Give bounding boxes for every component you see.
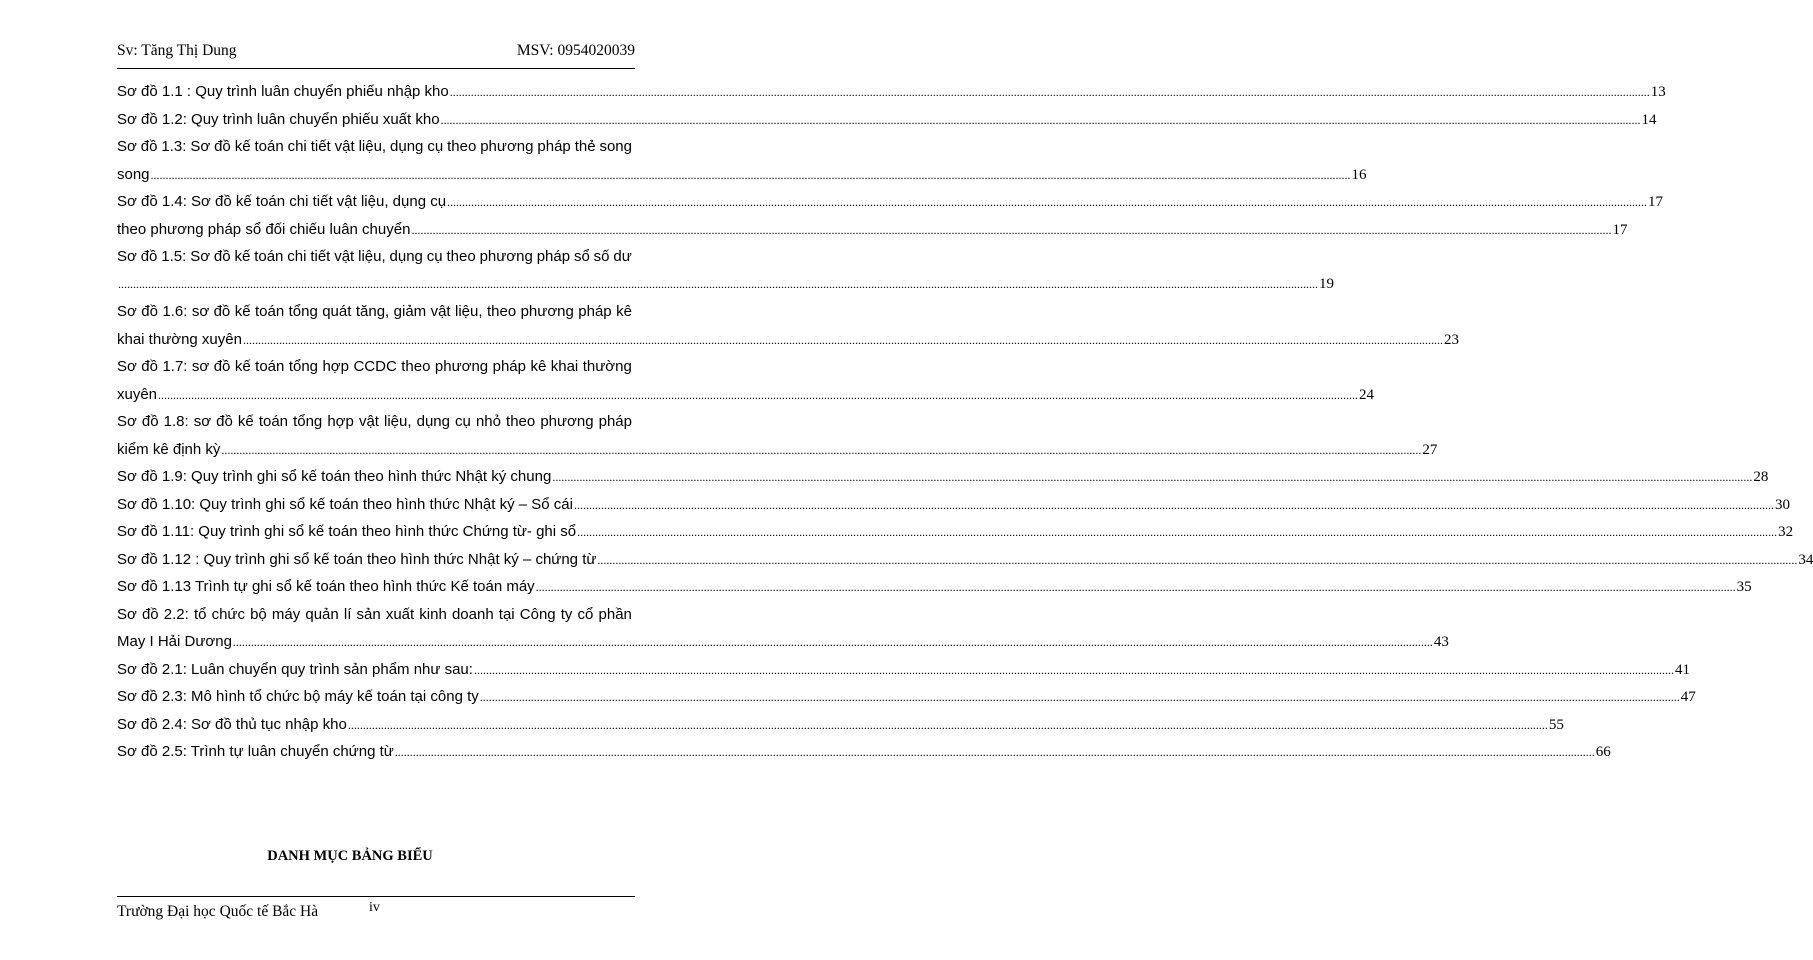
- toc-entry-title: theo phương pháp sổ đối chiếu luân chuyển: [117, 220, 411, 238]
- dot-leader: ................................................................................................................................................................................................................................................................................................................................................................................................................: [150, 167, 1351, 182]
- toc-entry-line: [117, 628, 1449, 656]
- toc-entry-line: [117, 326, 1459, 354]
- dot-leader: ................................................................................................................................................................................................................................................................................................................................................................................................................: [577, 525, 1778, 539]
- toc-entry-line: [117, 711, 1564, 739]
- student-name: Sv: Tăng Thị Dung: [117, 42, 237, 59]
- page-footer: [117, 896, 635, 923]
- toc-entry-page: 23: [1443, 331, 1459, 348]
- toc-entry-line: [117, 78, 1666, 106]
- dot-leader: ................................................................................................................................................................................................................................................................................................................................................................................................................: [479, 690, 1680, 704]
- toc-entry-line: [117, 738, 1611, 766]
- toc-entry-line: [117, 518, 1794, 546]
- dot-leader: ................................................................................................................................................................................................................................................................................................................................................................................................................: [597, 552, 1798, 567]
- dot-leader: ................................................................................................................................................................................................................................................................................................................................................................................................................: [242, 332, 1443, 347]
- dot-leader: ................................................................................................................................................................................................................................................................................................................................................................................................................: [449, 85, 1650, 99]
- toc-entry-title: Sơ đồ 1.10: Quy trình ghi sổ kế toán theo hình thức Nhật ký – Sổ cái: [117, 495, 573, 513]
- toc-entry-page: 17: [1648, 194, 1664, 210]
- toc-entry-page: 41: [1674, 661, 1690, 678]
- toc-entry-title: Sơ đồ 1.4: Sơ đồ kế toán chi tiết vật liệu, dụng cụ: [117, 193, 447, 210]
- toc-entry-page: 24: [1359, 386, 1375, 403]
- dot-leader: ................................................................................................................................................................................................................................................................................................................................................................................................................: [221, 442, 1422, 457]
- toc-entry-line: [117, 491, 1790, 519]
- dot-leader: ................................................................................................................................................................................................................................................................................................................................................................................................................: [535, 580, 1736, 594]
- toc-entry-title: Sơ đồ 1.9: Quy trình ghi sổ kế toán theo hình thức Nhật ký chung: [117, 468, 552, 485]
- toc-entry-line: [117, 381, 1375, 409]
- toc-entry-page: 32: [1778, 524, 1794, 540]
- dot-leader: ................................................................................................................................................................................................................................................................................................................................................................................................................: [447, 195, 1648, 209]
- toc-entry-title: xuyên: [117, 385, 158, 403]
- toc-entry-title: Sơ đồ 2.5: Trình tự luân chuyển chứng từ: [117, 743, 394, 760]
- toc-entry-page: 16: [1351, 166, 1367, 183]
- toc-entry-title: Sơ đồ 1.8: sơ đồ kế toán tổng hợp vật liệu, dụng cụ nhỏ theo phương pháp: [117, 413, 632, 430]
- toc-entry-page: 66: [1595, 744, 1611, 760]
- toc-entry-title: Sơ đồ 1.2: Quy trình luân chuyển phiếu xuất kho: [117, 110, 440, 128]
- toc-entry-title: Sơ đồ 2.4: Sơ đồ thủ tục nhập kho: [117, 715, 347, 733]
- dot-leader: ................................................................................................................................................................................................................................................................................................................................................................................................................: [232, 635, 1433, 649]
- student-id: MSV: 0954020039: [516, 42, 635, 59]
- dot-leader: ................................................................................................................................................................................................................................................................................................................................................................................................................: [473, 662, 1674, 677]
- toc-entry-title: Sơ đồ 1.5: Sơ đồ kế toán chi tiết vật liệu, dụng cụ theo phương pháp sổ số dư: [117, 248, 632, 265]
- toc-entry-page: 28: [1753, 469, 1769, 485]
- toc-entry-line: [117, 656, 1690, 684]
- page-header: [117, 38, 635, 69]
- toc-entry-title: May I Hải Dương: [117, 633, 232, 650]
- toc-entry-title: Sơ đồ 1.3: Sơ đồ kế toán chi tiết vật liệu, dụng cụ theo phương pháp thẻ song: [117, 138, 632, 155]
- dot-leader: ................................................................................................................................................................................................................................................................................................................................................................................................................: [118, 276, 1318, 291]
- dot-leader: ................................................................................................................................................................................................................................................................................................................................................................................................................: [347, 717, 1548, 732]
- toc-entry-line: [117, 188, 1664, 216]
- toc-entry-title: khai thường xuyên: [117, 330, 242, 348]
- toc-entry-page: 30: [1774, 496, 1790, 513]
- toc-entry-page: 43: [1433, 634, 1449, 650]
- toc-entry-title: Sơ đồ 1.1 : Quy trình luân chuyển phiếu nhập kho: [117, 83, 449, 100]
- toc-entry-title: Sơ đồ 1.12 : Quy trình ghi sổ kế toán theo hình thức Nhật ký – chứng từ: [117, 550, 597, 568]
- toc-entry-line: [117, 463, 1769, 491]
- dot-leader: ................................................................................................................................................................................................................................................................................................................................................................................................................: [552, 470, 1753, 484]
- section-title: DANH MỤC BẢNG BIỂU: [267, 848, 433, 864]
- toc-entry-line: [117, 106, 1657, 134]
- toc-entry-page: 13: [1650, 84, 1666, 100]
- toc-entry-page: 27: [1422, 441, 1438, 458]
- toc-entry-line: [117, 216, 1628, 244]
- toc-entry-line: [117, 161, 1367, 189]
- dot-leader: ................................................................................................................................................................................................................................................................................................................................................................................................................: [411, 222, 1612, 237]
- toc-entry-title: kiểm kê định kỳ: [117, 440, 221, 458]
- toc-entry-page: 19: [1319, 275, 1334, 292]
- toc-entry-title: song: [117, 165, 150, 183]
- toc-entry-page: 55: [1548, 716, 1564, 733]
- toc-entry-line: [117, 546, 1813, 574]
- toc-entry-line: [117, 436, 1438, 464]
- dot-leader: ................................................................................................................................................................................................................................................................................................................................................................................................................: [573, 497, 1774, 512]
- toc-entry-line: [117, 573, 1752, 601]
- page-number: iv: [369, 900, 380, 915]
- toc-entry-line: [117, 683, 1696, 711]
- toc-entry-title: Sơ đồ 2.2: tổ chức bộ máy quản lí sản xuất kinh doanh tại Công ty cổ phần: [117, 605, 632, 623]
- dot-leader: ................................................................................................................................................................................................................................................................................................................................................................................................................: [158, 387, 1359, 402]
- toc-entry-page: 14: [1641, 111, 1657, 128]
- toc-entry-page: 47: [1680, 689, 1696, 705]
- toc-entry-page: 34: [1798, 551, 1813, 568]
- toc-entry-page: 35: [1736, 579, 1752, 595]
- diagram-list: [117, 78, 1813, 766]
- school-name: Trường Đại học Quốc tế Bắc Hà: [117, 903, 319, 920]
- dot-leader: ................................................................................................................................................................................................................................................................................................................................................................................................................: [440, 112, 1641, 127]
- toc-entry-title: Sơ đồ 1.7: sơ đồ kế toán tổng hợp CCDC theo phương pháp kê khai thường: [117, 358, 632, 375]
- toc-entry-title: Sơ đồ 2.3: Mô hình tổ chức bộ máy kế toán tại công ty: [117, 688, 479, 705]
- toc-entry-title: Sơ đồ 1.11: Quy trình ghi sổ kế toán theo hình thức Chứng từ- ghi sổ: [117, 523, 577, 540]
- toc-entry-title: Sơ đồ 1.13 Trình tự ghi sổ kế toán theo hình thức Kế toán máy: [117, 578, 535, 595]
- toc-entry-title: Sơ đồ 1.6: sơ đồ kế toán tổng quát tăng, giảm vật liệu, theo phương pháp kê: [117, 303, 632, 320]
- dot-leader: ................................................................................................................................................................................................................................................................................................................................................................................................................: [394, 745, 1595, 759]
- toc-entry-page: 17: [1612, 221, 1628, 238]
- toc-entry-title: Sơ đồ 2.1: Luân chuyển quy trình sản phẩm như sau:: [117, 660, 473, 678]
- toc-entry-line: [117, 271, 1334, 299]
